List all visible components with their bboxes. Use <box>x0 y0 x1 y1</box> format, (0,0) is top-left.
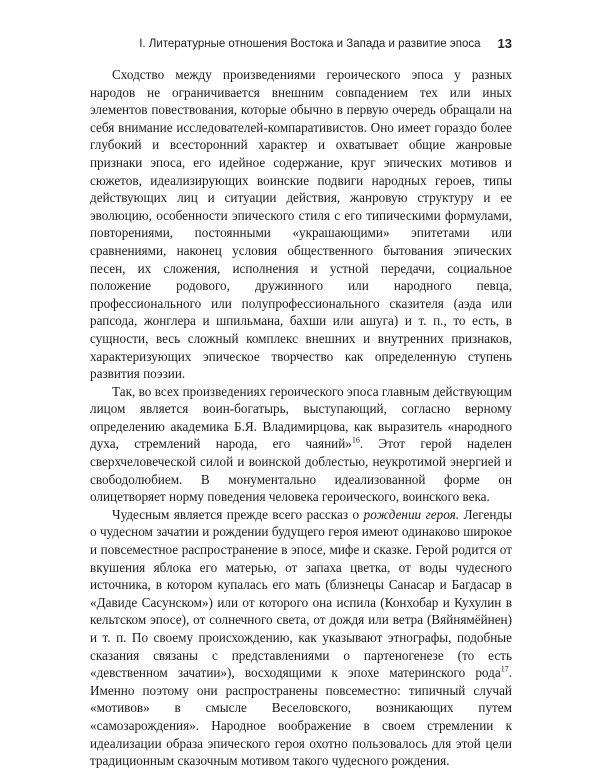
running-title: I. Литературные отношения Востока и Запада и развитие эпоса <box>139 37 481 50</box>
paragraph-2-text-after: . Этот герой наделен сверхчеловеческой силой и воинской доблестью, неукротимой энергией и свободолюбием. В монументально идеализованной форме он олицетворяет норму поведения человека героического, воинского века. <box>90 436 512 505</box>
footnote-ref-16: 16 <box>351 436 360 446</box>
page-number: 13 <box>497 36 512 51</box>
running-header <box>139 36 512 51</box>
paragraph-3 <box>90 506 512 770</box>
paragraph-1-text: Сходство между произведениями героического эпоса у разных народов не ограничивается внешним совпадением тех или иных элементов повествования, которые обычно в первую очередь обращали на себя внимание исследователей-компаративистов. Оно имеет гораздо более глубокий и всесторонний характер и охватывает общие жанровые признаки эпоса, его идейное содержание, круг эпических мотивов и сюжетов, идеализирующих воинские подвиги народных героев, типы действующих лиц и ситуации действия, жанровую структуру и ее эволюцию, особенности эпического стиля с его типическими формулами, повторениями, постоянными «украшающими» эпитетами или сравнениями, наконец условия общественного бытования эпических песен, их сложения, исполнения и устной передачи, социальное положение родового, дружинного или народного певца, профессионального или полупрофессионального сказителя (аэда или рапсода, жонглера и шпильмана, бахши или ашуга) и т. п., то есть, в сущности, весь сложный комплекс внешних и внутренних признаков, характеризующих эпическое творчество как определенную ступень развития поэзии. <box>90 67 512 382</box>
paragraph-2 <box>90 383 512 506</box>
paragraph-2-text: Так, во всех произведениях героического эпоса главным действующим лицом является воин-богатырь, выступающий, согласно верному определению академика Б.Я. Владимирцова, как выразитель «народного духа, стремлений народа, его чаяний» <box>90 383 512 452</box>
paragraph-1 <box>90 66 512 383</box>
emphasis-hero-birth: рождении героя. <box>363 506 460 522</box>
footnote-ref-17: 17 <box>500 664 509 674</box>
paragraph-3-text: Легенды о чудесном зачатии и рождении будущего героя имеют одинаково широкое и повсеместное распространение в эпосе, мифе и сказке. Герой родится от вкушения яблока его матерью, от запаха цветка, от воды чудесного источника, в котором купалась его мать (близнецы Санасар и Багдасар в «Давиде Сасунском») или от которого она испила (Конхобар и Кухулин в кельтском эпосе), от солнечного света, от дождя или ветра (Вяйнямёйнен) и т. п. По своему происхождению, как указывают этнографы, подобные сказания связаны с представлениями о партеногенезе (то есть «девственном зачатии»), восходящими к эпохе материнского рода <box>90 506 512 681</box>
paragraph-3-lead: Чудесным является прежде всего рассказ о <box>112 506 364 522</box>
body-text <box>90 66 512 770</box>
paragraph-3-text-after: . Именно поэтому они распространены повсеместно: типичный случай «мотивов» в смысле Веселовского, возникающих путем «самозарождения». Народное воображение в своем стремлении к идеализации образа эпического героя охотно пользовалось для этой цели традиционным сказочным мотивом такого чудесного рождения. <box>90 665 512 769</box>
